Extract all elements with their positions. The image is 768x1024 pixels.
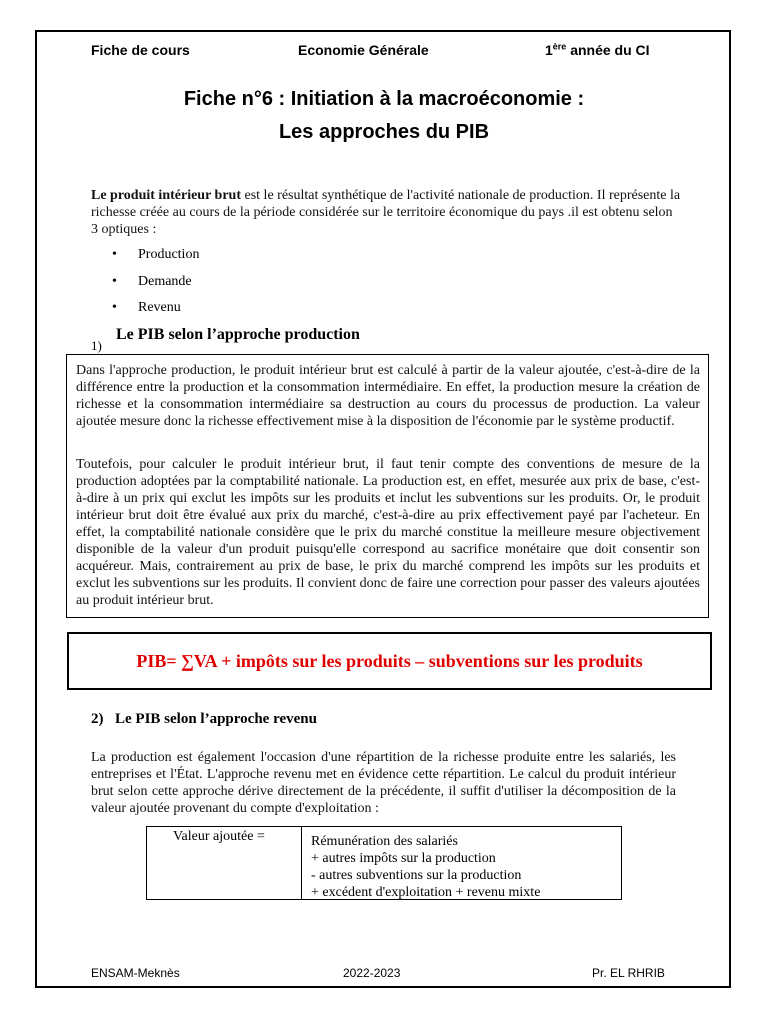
list-item: • Production bbox=[112, 246, 199, 273]
pib-formula-box bbox=[67, 632, 712, 690]
list-item: • Demande bbox=[112, 273, 199, 300]
section1-paragraph2: Toutefois, pour calculer le produit intérieur brut, il faut tenir compte des conventions de mesure de la production adoptées par la comptabilité nationale. La production est, en effet, mesurée aux prix de base, c'est-à-dire à un prix qui exclut les impôts sur les produits et inclut les subventions sur les produits. Or, le produit intérieur brut doit être évalué aux prix du marché, c'est-à-dire au prix effectivement payé par l'acheteur. En effet, la comptabilité nationale considère que le prix du marché constitue la meilleure mesure objectivement disponible de la valeur d'un produit puisqu'elle correspond au sacrifice monétaire que doit consentir son acquéreur. Mais, contrairement au prix de base, le prix du marché comprend les impôts sur les produits et exclut les subventions sur les produits. Il convient donc de faire une correction pour passer des valeurs ajoutées au produit intérieur brut. bbox=[76, 457, 700, 608]
footer-school: ENSAM-Meknès bbox=[91, 966, 180, 980]
section1-paragraph1: Dans l'approche production, le produit intérieur brut est calculé à partir de la valeur ajoutée, c'est-à-dire de la différence entre la production et la consommation intermédiaire. En effet, la production mesure la création de richesse et la consommation intermédiaire sa destruction au cours du processus de production. La valeur ajoutée mesure donc la richesse effectivement mise à la disposition de l'économie par le système productif. bbox=[76, 363, 700, 429]
section2-number: 2) bbox=[91, 711, 104, 727]
optics-list bbox=[112, 246, 199, 326]
va-table-label: Valeur ajoutée = bbox=[173, 829, 265, 844]
va-component: - autres subventions sur la production bbox=[311, 868, 522, 883]
production-approach-box bbox=[66, 354, 709, 618]
header-year-number: 1 bbox=[545, 42, 553, 58]
header-year-sup: ère bbox=[552, 41, 567, 52]
va-table-components bbox=[311, 833, 540, 901]
section1-title: Le PIB selon l’approche production bbox=[116, 326, 360, 343]
header-subject: Economie Générale bbox=[298, 42, 429, 58]
page-title-line2: Les approches du PIB bbox=[278, 121, 490, 143]
intro-text: est le résultat synthétique de l'activité nationale de production. Il représente la richesse créée au cours de la période considérée sur le territoire économique du pays .il est obtenu selon 3 optiques : bbox=[91, 188, 681, 237]
footer-year: 2022-2023 bbox=[343, 966, 401, 980]
page-title-line1: Fiche n°6 : Initiation à la macroéconomie : bbox=[183, 88, 585, 110]
header-year bbox=[545, 42, 650, 58]
header-course-type: Fiche de cours bbox=[91, 42, 190, 58]
va-component: Rémunération des salariés bbox=[311, 834, 458, 849]
pib-formula: PIB= ∑VA + impôts sur les produits – subventions sur les produits bbox=[136, 650, 643, 671]
section2-paragraph: La production est également l'occasion d'une répartition de la richesse produite entre les salariés, les entreprises et l'État. L'approche revenu met en évidence cette répartition. Le calcul du produit intérieur brut selon cette approche dérive directement de la précédente, il suffit d'utiliser la décomposition de la valeur ajoutée provenant du compte d'exploitation : bbox=[91, 750, 676, 816]
header-year-label: année du CI bbox=[566, 42, 650, 58]
va-table-divider bbox=[301, 827, 302, 899]
footer-author: Pr. EL RHRIB bbox=[592, 966, 665, 980]
va-component: + excédent d'exploitation + revenu mixte bbox=[311, 885, 541, 900]
intro-paragraph bbox=[91, 187, 681, 238]
intro-term: Le produit intérieur brut bbox=[91, 188, 241, 203]
section2-title: Le PIB selon l’approche revenu bbox=[115, 711, 317, 727]
page-header bbox=[0, 42, 768, 62]
value-added-table bbox=[146, 826, 622, 900]
va-component: + autres impôts sur la production bbox=[311, 851, 496, 866]
section1-number: 1) bbox=[91, 338, 102, 353]
list-item: • Revenu bbox=[112, 299, 199, 326]
